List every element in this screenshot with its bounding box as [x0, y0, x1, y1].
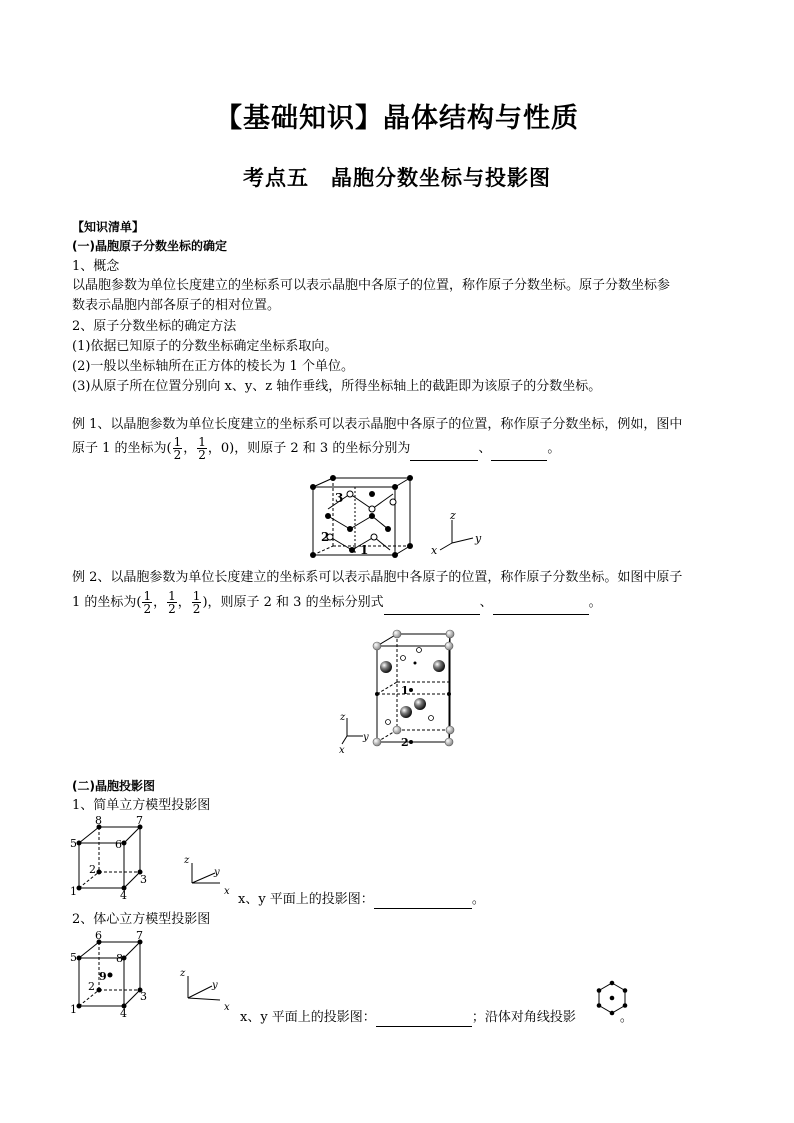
- atom-label-2: 2: [401, 736, 409, 749]
- method-heading: 2、原子分数坐标的确定方法: [72, 319, 237, 334]
- corner-label-3: 3: [140, 990, 147, 1003]
- axis-y-label: y: [212, 980, 218, 991]
- page-subtitle: 考点五 晶胞分数坐标与投影图: [243, 166, 551, 190]
- example1-prefix: 原子 1 的坐标为(: [72, 441, 172, 456]
- atom-label-2: 2: [321, 530, 330, 544]
- corner-label-6: 6: [115, 838, 122, 851]
- example1-crystal-figure: [300, 474, 500, 566]
- atom-label-1: 1: [401, 684, 409, 697]
- concept-text-1: 以晶胞参数为单位长度建立的坐标系可以表示晶胞中各原子的位置，称作原子分数坐标。原子分数坐标参: [72, 278, 671, 293]
- corner-label-4: 4: [120, 889, 127, 900]
- corner-label-8: 8: [95, 815, 102, 827]
- axis-z-label: z: [180, 968, 186, 979]
- axis-z-label: z: [450, 509, 456, 522]
- corner-label-2: 2: [89, 863, 96, 876]
- fraction-half: $\frac{1}{2}$: [173, 435, 182, 462]
- example1-line2: 原子 1 的坐标为( $\frac{1}{2}$ ， $\frac{1}{2}$ ，0)，则原子 2 和 3 的坐标分别为 、 。: [72, 435, 561, 462]
- axis-y-label: y: [363, 732, 369, 743]
- corner-label-3: 3: [140, 873, 147, 886]
- axis-x-label: x: [224, 1002, 230, 1013]
- fraction-half: $\frac{1}{2}$: [198, 435, 206, 462]
- axis-z-label: z: [340, 712, 346, 723]
- example2-prefix: 1 的坐标为(: [72, 595, 142, 610]
- simple-cubic-heading: 1、简单立方模型投影图: [72, 798, 211, 813]
- axis-z-label: z: [184, 855, 190, 866]
- fraction-half: $\frac{1}{2}$: [168, 589, 176, 616]
- concept-heading: 1、概念: [72, 259, 120, 274]
- answer-blank[interactable]: [410, 446, 478, 461]
- body-center-label-9: 9: [99, 970, 107, 983]
- corner-label-8: 8: [116, 952, 123, 965]
- fraction-half: $\frac{1}{2}$: [143, 589, 152, 616]
- atom-label-3: 3: [335, 491, 344, 505]
- simple-cubic-figure: [70, 815, 240, 900]
- corner-label-1: 1: [70, 1003, 77, 1016]
- axis-y-label: y: [214, 867, 220, 878]
- axis-x-label: x: [431, 544, 438, 557]
- answer-blank[interactable]: [374, 894, 472, 909]
- corner-label-4: 4: [120, 1007, 127, 1020]
- corner-label-5: 5: [70, 951, 77, 964]
- corner-label-1: 1: [70, 885, 77, 898]
- example1-line1: 例 1、以晶胞参数为单位长度建立的坐标系可以表示晶胞中各原子的位置，称作原子分数坐标，例如，图中: [72, 417, 683, 432]
- method-1: (1)依据已知原子的分数坐标确定坐标系取向。: [72, 339, 338, 354]
- bcc-figure: [70, 928, 240, 1020]
- answer-blank[interactable]: [491, 446, 547, 461]
- simple-cubic-caption: x、y 平面上的投影图： 。: [238, 892, 485, 907]
- example1-mid: ，0)，则原子 2 和 3 的坐标分别为: [207, 441, 411, 456]
- part2-heading: (二)晶胞投影图: [72, 779, 155, 793]
- answer-blank[interactable]: [493, 600, 589, 615]
- corner-label-5: 5: [70, 837, 77, 850]
- concept-text-2: 数表示晶胞内部各原子的相对位置。: [72, 298, 281, 313]
- page-title: 【基础知识】晶体结构与性质: [215, 103, 579, 134]
- part1-heading: (一)晶胞原子分数坐标的确定: [72, 239, 227, 253]
- method-3: (3)从原子所在位置分别向 x、y、z 轴作垂线，所得坐标轴上的截距即为该原子的分数坐标。: [72, 379, 602, 394]
- axis-x-label: x: [339, 745, 345, 754]
- fraction-half: $\frac{1}{2}$: [192, 589, 201, 616]
- section-list-heading: 【知识清单】: [72, 220, 145, 234]
- corner-label-7: 7: [136, 815, 143, 827]
- axis-x-label: x: [224, 886, 230, 897]
- corner-label-6: 6: [95, 929, 102, 942]
- example2-line2: 1 的坐标为( $\frac{1}{2}$ ， $\frac{1}{2}$ ， $\frac{1}{2}$ )，则原子 2 和 3 的坐标分别式 、 。: [72, 589, 602, 616]
- bcc-caption: x、y 平面上的投影图： ；沿体对角线投影 。: [240, 1010, 633, 1025]
- corner-label-7: 7: [136, 929, 143, 942]
- answer-blank[interactable]: [384, 600, 480, 615]
- hexagon-projection-icon: [594, 980, 630, 1016]
- method-2: (2)一般以坐标轴所在正方体的棱长为 1 个单位。: [72, 359, 354, 374]
- example2-mid: )，则原子 2 和 3 的坐标分别式: [202, 595, 384, 610]
- bcc-heading: 2、体心立方模型投影图: [72, 912, 211, 927]
- example2-line1: 例 2、以晶胞参数为单位长度建立的坐标系可以表示晶胞中各原子的位置，称作原子分数坐标。如图中原子: [72, 570, 683, 585]
- corner-label-2: 2: [88, 980, 95, 993]
- example2-crystal-figure: [335, 626, 465, 754]
- answer-blank[interactable]: [376, 1012, 472, 1027]
- axis-y-label: y: [475, 532, 482, 545]
- atom-label-1: 1: [360, 543, 369, 557]
